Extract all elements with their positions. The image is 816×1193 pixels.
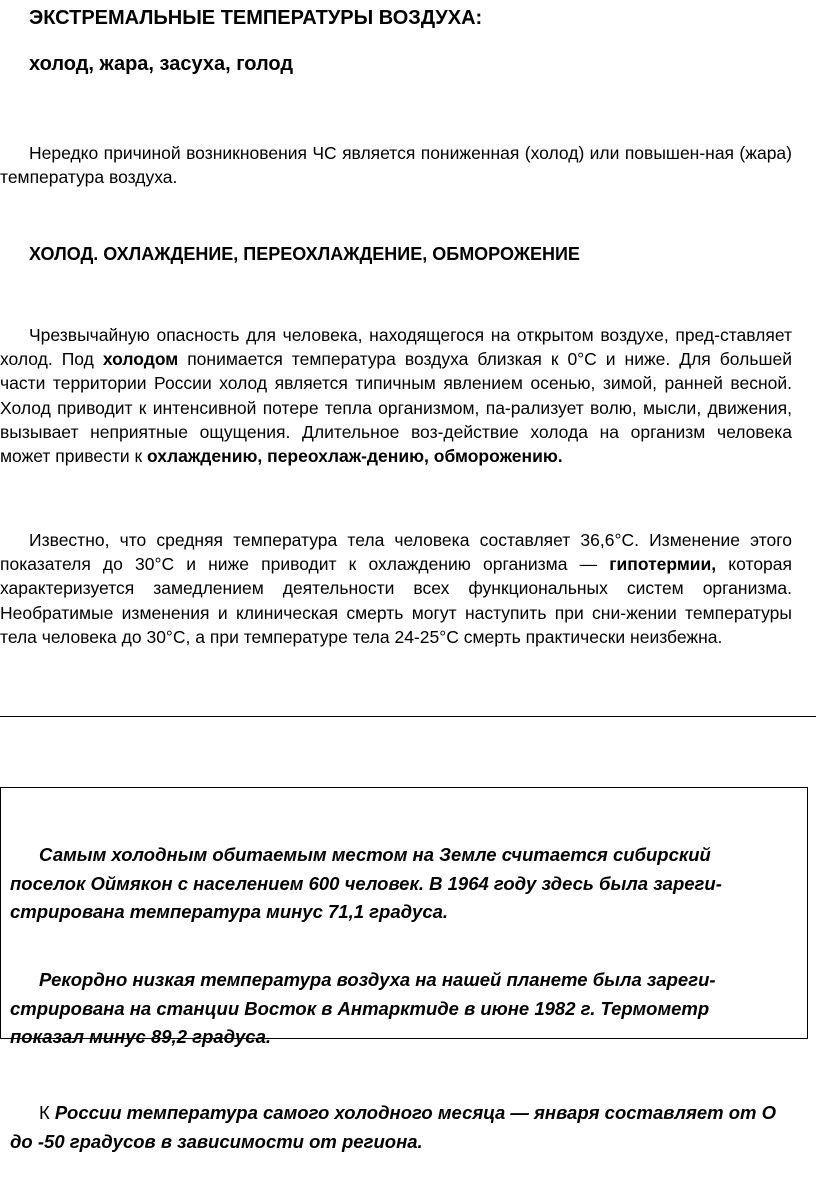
tail-lead: К bbox=[39, 1102, 55, 1123]
fact-oymyakon: Самым холодным обитаемым местом на Земле считается сибирский поселок Оймякон с населением 600 человек. В 1964 году здесь была зареги-стрирована температура минус 71,1 градуса. bbox=[10, 844, 722, 922]
hypothermia-term: гипотермии, bbox=[609, 554, 717, 575]
section-heading: ХОЛОД. ОХЛАЖДЕНИЕ, ПЕРЕОХЛАЖДЕНИЕ, ОБМОРОЖЕНИЕ bbox=[29, 244, 580, 264]
cold-term: холодом bbox=[102, 349, 179, 370]
intro-paragraph: Нередко причиной возникновения ЧС является пониженная (холод) или повышен-ная (жара) температура воздуха. bbox=[0, 143, 792, 188]
hypothermia-text-2: которая характеризуется замедлением деятельности всех функциональных систем организма. Необратимые изменения и клиническая смерть могут наступить при сни-жении температуры тела человека до 30°С, а при температуре тела 24-25°С смерть практически неизбежна. bbox=[0, 554, 792, 647]
cold-effects: охлаждению, переохлаж-дению, обморожению. bbox=[147, 446, 563, 467]
hypothermia-text-1: Известно, что средняя температура тела человека составляет 36,6°С. Изменение этого показателя до 30°С и ниже приводит к охлаждению организма — bbox=[0, 530, 792, 575]
fact-vostok: Рекордно низкая температура воздуха на нашей планете была зареги-стрирована на станции Восток в Антарктиде в июне 1982 г. Термометр показал минус 89,2 градуса. bbox=[10, 969, 716, 1047]
hypothermia-paragraph bbox=[0, 528, 792, 649]
cold-text-2: понимается температура воздуха близкая к 0°С и ниже. Для большей части территории России холод является типичным явлением осенью, зимой, ранней весной. Холод приводит к интенсивной потере тепла организмом, па-рализует волю, мысли, движения, вызывает неприятные ощущения. Длительное воз-действие холода на организм человека может привести к bbox=[0, 349, 792, 467]
divider-line bbox=[0, 716, 816, 717]
page-title: ЭКСТРЕМАЛЬНЫЕ ТЕМПЕРАТУРЫ ВОЗДУХА: bbox=[29, 7, 483, 29]
page-subtitle: холод, жара, засуха, голод bbox=[29, 53, 294, 75]
cold-text-1: Чрезвычайную опасность для человека, находящегося на открытом воздухе, пред-ставляет холод. Под bbox=[0, 325, 792, 370]
russia-temperature-paragraph bbox=[10, 1098, 800, 1156]
tail-text: России температура самого холодного месяца — января составляет от О до -50 градусов в зависимости от региона. bbox=[10, 1102, 777, 1152]
cold-paragraph bbox=[0, 323, 792, 468]
